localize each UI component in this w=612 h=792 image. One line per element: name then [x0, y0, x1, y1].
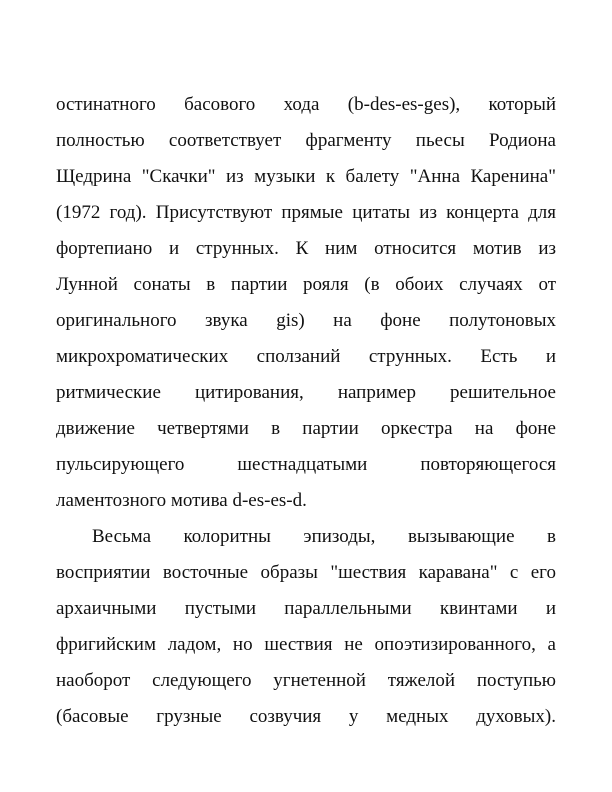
text-line: (басовые грузные созвучия у медных духовых). — [56, 706, 556, 727]
text-line: архаичными пустыми параллельными квинтами и — [56, 598, 556, 619]
body-text — [56, 87, 556, 735]
text-line: Весьма колоритны эпизоды, вызывающие в — [92, 526, 556, 547]
text-line: (1972 год). Присутствуют прямые цитаты из концерта для — [56, 202, 556, 223]
text-line: фригийским ладом, но шествия не опоэтизированного, а — [56, 634, 556, 655]
text-line: полностью соответствует фрагменту пьесы Родиона — [56, 130, 556, 151]
text-line: наоборот следующего угнетенной тяжелой поступью — [56, 670, 556, 691]
text-line: Лунной сонаты в партии рояля (в обоих случаях от — [56, 274, 556, 295]
text-line: пульсирующего шестнадцатыми повторяющегося — [56, 454, 556, 475]
text-line: микрохроматических сползаний струнных. Есть и — [56, 346, 556, 367]
paragraph-1 — [56, 87, 556, 519]
text-line: остинатного басового хода (b-des-es-ges), который — [56, 94, 556, 115]
text-line: восприятии восточные образы "шествия каравана" с его — [56, 562, 556, 583]
text-line: ламентозного мотива d-es-es-d. — [56, 490, 307, 511]
text-line: ритмические цитирования, например решительное — [56, 382, 556, 403]
text-line: фортепиано и струнных. К ним относится мотив из — [56, 238, 556, 259]
paragraph-2 — [56, 519, 556, 735]
text-line: оригинального звука gis) на фоне полутоновых — [56, 310, 556, 331]
text-line: движение четвертями в партии оркестра на фоне — [56, 418, 556, 439]
text-line: Щедрина "Скачки" из музыки к балету "Анна Каренина" — [56, 166, 556, 187]
